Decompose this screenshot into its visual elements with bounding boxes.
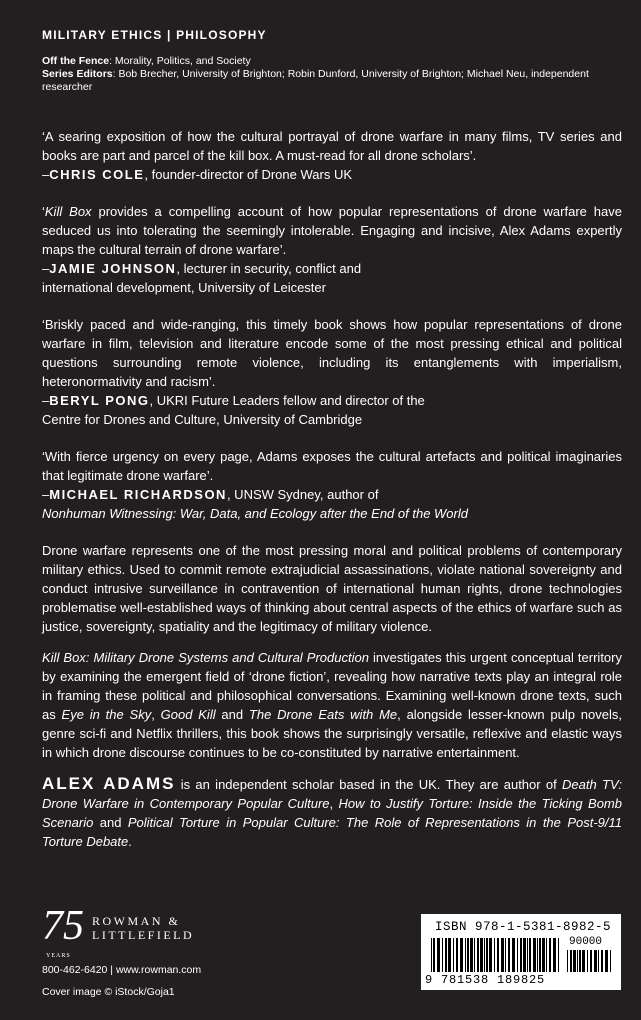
author-book-title: How to Justify Torture: Inside the Ticking Bomb Scenario — [42, 796, 622, 830]
quote-attribution — [42, 391, 622, 429]
editors-label: Series Editors — [42, 68, 113, 80]
barcode-bar — [489, 938, 492, 972]
barcode-bar — [484, 938, 485, 972]
barcode-bar — [605, 950, 608, 972]
endorsement-quote — [42, 127, 622, 184]
quote-text — [42, 202, 622, 259]
isbn-barcode — [421, 914, 621, 990]
quote-attribution — [42, 259, 622, 297]
barcode-bar — [577, 950, 578, 972]
endorser-affiliation: , UNSW Sydney, author of — [226, 487, 379, 502]
category-label: MILITARY ETHICS | PHILOSOPHY — [42, 28, 267, 42]
endorser-name: MICHAEL RICHARDSON — [49, 487, 227, 502]
barcode-bar — [448, 938, 451, 972]
quote-open-mark: ‘ — [42, 204, 45, 219]
publisher-name-line2: LITTLEFIELD — [92, 928, 195, 942]
film-title: The Drone Eats with Me — [248, 707, 398, 722]
barcode-bar — [567, 950, 568, 972]
book-title: Kill Box: Military Drone Systems and Cultural Production — [42, 650, 369, 665]
barcode-bar — [431, 938, 432, 972]
barcode-bar — [533, 938, 536, 972]
barcode-bar — [582, 950, 585, 972]
barcode-bar — [601, 950, 603, 972]
barcode-bar — [437, 938, 440, 972]
separator-text: , — [151, 707, 161, 722]
barcode-bar — [542, 938, 545, 972]
quote-text: ‘With fierce urgency on every page, Adams exposes the cultural artefacts and political imaginaries that legitimate drone warfare’. — [42, 449, 622, 483]
barcode-bar — [442, 938, 443, 972]
price-code: 90000 — [569, 936, 603, 948]
barcode-bar — [558, 938, 559, 972]
barcode-bar — [505, 938, 506, 972]
barcode-bar — [537, 938, 538, 972]
barcode-bar — [480, 938, 483, 972]
anniversary-years: YEARS — [46, 953, 71, 959]
attribution-dash: – — [42, 167, 50, 182]
publisher-name — [92, 914, 194, 942]
barcode-bar — [465, 938, 466, 972]
endorser-affiliation-line2: international development, University of Leicester — [42, 280, 326, 295]
anniversary-number: 75 — [42, 903, 84, 949]
separator-text: and — [93, 815, 128, 830]
publisher-logo — [42, 903, 201, 959]
description-paragraph: Drone warfare represents one of the most pressing moral and political problems of contemporary military ethics. Used to commit remote extrajudicial assassinations, violate national sovereignty and conduct intrusive surveillance in contravention of international human rights, drone technologies problematise well-established ways of thinking about central aspects of the ethics of warfare such as justice, sovereignty, spatiality and the legitimacy of military violence. — [42, 543, 622, 634]
endorser-affiliation: , UKRI Future Leaders fellow and director of the — [149, 393, 425, 408]
series-info — [42, 55, 612, 94]
isbn-number: ISBN 978-1-5381-8982-5 — [435, 920, 612, 934]
book-title: Kill Box — [44, 204, 92, 219]
editors-text: : Bob Brecher, University of Brighton; Robin Dunford, University of Brighton; Michael Neu, independent researcher — [42, 68, 589, 93]
attribution-dash: – — [42, 393, 50, 408]
barcode-bar — [579, 950, 581, 972]
barcode-bar — [508, 938, 510, 972]
separator-text: and — [215, 707, 249, 722]
barcode-bar — [486, 938, 488, 972]
barcode-bar — [590, 950, 592, 972]
author-bio-text: is an independent scholar based in the UK. They are author of — [175, 777, 563, 792]
barcode-bar — [529, 938, 531, 972]
barcode-bar — [467, 938, 469, 972]
endorser-name: BERYL PONG — [49, 393, 150, 408]
endorsement-quote — [42, 315, 622, 429]
quote-attribution — [42, 165, 622, 184]
film-title: Eye in the Sky — [61, 707, 152, 722]
publisher-name-line1: ROWMAN & — [92, 914, 181, 928]
barcode-bar — [539, 938, 541, 972]
barcode-bar — [610, 950, 611, 972]
quote-text: ‘Briskly paced and wide-ranging, this timely book shows how popular representations of drone warfare in film, television and literature encode some of the most pressing ethical and political questions surrounding remote violence, including its entanglements with imperialism, heteronormativity and racism’. — [42, 317, 622, 389]
barcode-bar — [520, 938, 522, 972]
barcode-bar — [497, 938, 499, 972]
endorser-book-title: Nonhuman Witnessing: War, Data, and Ecology after the End of the World — [42, 506, 468, 521]
quote-attribution — [42, 485, 622, 523]
barcode-bar — [553, 938, 556, 972]
attribution-dash: – — [42, 487, 50, 502]
barcode-bar — [477, 938, 479, 972]
endorser-affiliation: , founder-director of Drone Wars UK — [144, 167, 352, 182]
barcode-bar — [470, 938, 473, 972]
description-text: investigates this urgent conceptual territory by examining the emergent field of ‘drone fiction’, revealing how narrative texts play an integral role in framing these political and philosophical conversations. Examining well-known drone texts, such as — [42, 650, 622, 722]
barcode-bar — [494, 938, 495, 972]
anniversary-mark — [42, 903, 84, 959]
quote-body: provides a compelling account of how popular representations of drone warfare have seduced us into tolerating the seemingly intolerable. Engaging and incisive, Alex Adams expertly maps the cultural terrain of drone warfare’. — [42, 204, 622, 257]
author-bio — [42, 774, 622, 851]
publisher-footer — [42, 903, 202, 998]
barcode-bar — [573, 950, 576, 972]
barcode-bar — [587, 950, 588, 972]
barcode-bar — [546, 938, 547, 972]
barcode-bar — [594, 950, 597, 972]
series-label: Off the Fence — [42, 55, 110, 67]
barcode-bar — [512, 938, 515, 972]
publisher-contact: 800-462-6420 | www.rowman.com — [42, 964, 202, 976]
barcode-bar — [501, 938, 504, 972]
endorser-name: CHRIS COLE — [49, 167, 145, 182]
barcode-bar — [445, 938, 447, 972]
barcode-bar — [523, 938, 526, 972]
barcode-bar — [474, 938, 475, 972]
quote-text: ‘A searing exposition of how the cultural portrayal of drone warfare in many films, TV series and books are part and parcel of the kill box. A must-read for all drone scholars’. — [42, 129, 622, 163]
separator-text: . — [128, 834, 132, 849]
barcode-bar — [598, 950, 599, 972]
author-book-title: Death TV: Drone Warfare in Contemporary Popular Culture — [42, 777, 623, 811]
attribution-dash: – — [42, 261, 50, 276]
endorser-affiliation-line2: Centre for Drones and Culture, University of Cambridge — [42, 412, 363, 427]
author-book-title: Political Torture in Popular Culture: The Role of Representations in the Post-9/11 Torture Debate — [42, 815, 622, 849]
barcode-bar — [453, 938, 454, 972]
barcode-bar — [549, 938, 551, 972]
endorsement-quote — [42, 447, 622, 523]
film-title: Good Kill — [160, 707, 216, 722]
endorser-name: JAMIE JOHNSON — [49, 261, 177, 276]
barcode-bar — [456, 938, 458, 972]
cover-image-credit: Cover image © iStock/Goja1 — [42, 986, 175, 998]
ean-barcode-bars — [431, 938, 561, 972]
description-text: , alongside lesser-known pulp novels, genre sci-fi and Netflix thrillers, this book shows the surprisingly versatile, reflexive and elastic ways in which drone discourse continues to be co-constituted by narrative entertainment. — [42, 707, 623, 760]
ean-number: 9 781538 189825 — [425, 973, 546, 987]
barcode-bar — [433, 938, 435, 972]
barcode-bar — [460, 938, 463, 972]
back-cover-content — [42, 127, 622, 851]
barcode-bar — [527, 938, 528, 972]
author-name: ALEX ADAMS — [42, 774, 176, 793]
endorser-affiliation: , lecturer in security, conflict and — [176, 261, 362, 276]
endorsement-quote — [42, 202, 622, 297]
barcode-bar — [517, 938, 518, 972]
barcode-bar — [570, 950, 572, 972]
header — [42, 28, 612, 94]
addon-barcode-bars — [567, 950, 615, 972]
separator-text: , — [329, 796, 339, 811]
description-paragraph — [42, 648, 622, 762]
series-title: : Morality, Politics, and Society — [109, 55, 251, 67]
